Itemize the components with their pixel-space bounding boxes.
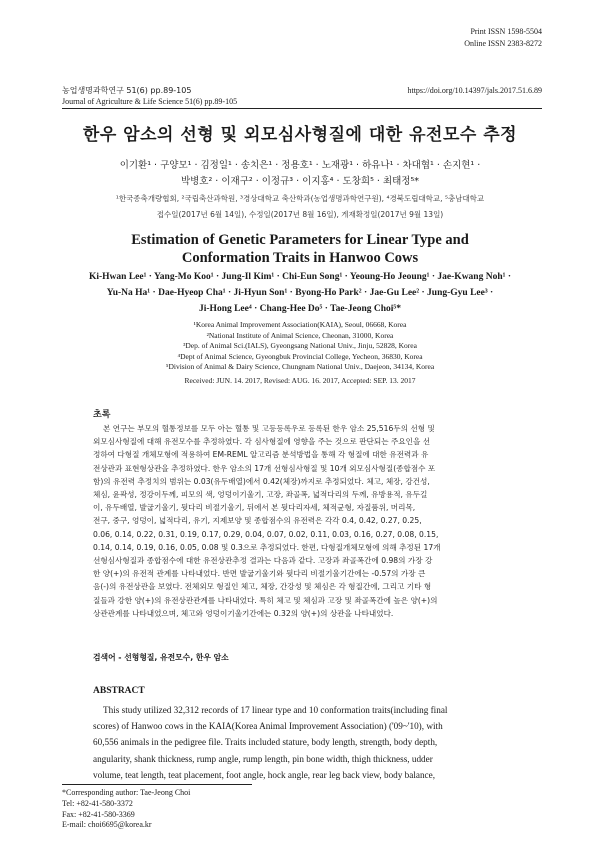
abstract-ko-line: 체심, 윤곽성, 정강이두께, 피모의 색, 엉덩이기울기, 고장, 좌골폭, 넓적다리의 두께, 유방용적, 유두길 xyxy=(93,490,428,500)
authors-english-line-3: Ji-Hong Lee⁴ · Chang-Hee Do⁵ · Tae-Jeong Choi⁵* xyxy=(199,304,401,314)
corresponding-author: *Corresponding author: Tae-Jeong Choi xyxy=(62,788,191,797)
abstract-ko-line: 외모심사형질에 대해 유전모수를 추정하였다. 각 심사형질에 영향을 주는 것으로 판단되는 주요인을 선 xyxy=(93,437,431,447)
issn-online: Online ISSN 2383-8272 xyxy=(464,39,542,48)
abstract-ko-line: 전상관과 표현형상관을 추정하였다. 한우 암소의 17개 선형심사형질 및 10개 외모심사형질(종합점수 포 xyxy=(93,463,436,473)
abstract-ko-line: 질들과 강한 양(+)의 유전상관관계를 나타내었다. 특히 체고 및 체심과 고장 및 좌골폭간에 높은 양(+)의 xyxy=(93,595,438,605)
abstract-ko-line: 함)의 유전력 추정치의 범위는 0.03(유두배열)에서 0.42(체장)까지로 추정되었다. 체고, 체장, 강건성, xyxy=(93,476,430,486)
abstract-ko-line: 전구, 중구, 엉덩이, 넓적다리, 유기, 지제보양 및 종합점수의 유전력은 각각 0.4, 0.42, 0.27, 0.25, xyxy=(93,516,422,526)
author-email[interactable]: E-mail: choi6695@korea.kr xyxy=(62,820,152,830)
keywords-korean: 검색어 - 선형형질, 유전모수, 한우 암소 xyxy=(93,653,229,662)
abstract-ko-line: 0.14, 0.14, 0.19, 0.16, 0.05, 0.08 및 0.3으로 추정되었다. 한편, 다형질개체모형에 의해 추정된 17개 xyxy=(93,542,441,552)
authors-english-line-2: Yu-Na Ha¹ · Dae-Hyeop Cha¹ · Ji-Hyun Son¹ · Byong-Ho Park² · Jae-Gu Lee² · Jung-Gyu Lee³ · xyxy=(106,288,494,298)
abstract-korean-heading: 초록 xyxy=(93,410,111,420)
abstract-en-line: scores) of Hanwoo cows in the KAIA(Korea Animal Improvement Association) ('09~'10), with xyxy=(93,721,443,732)
dates-korean: 접수일(2017년 6월 14일), 수정일(2017년 8월 16일), 게재확정일(2017년 9월 13일) xyxy=(156,210,444,219)
abstract-ko-line: 정하여 다형질 개체모형에 적용하여 EM-REML 알고리즘 분석방법을 통해 각 형질에 대한 유전력과 유 xyxy=(93,450,429,460)
authors-korean-line-1: 이기환¹ · 구양모¹ · 김정일¹ · 송치은¹ · 정용호¹ · 노재광¹ · 하유나¹ · 차대협¹ · 손지현¹ · xyxy=(119,160,481,171)
abstract-english-heading: ABSTRACT xyxy=(93,686,145,696)
abstract-en-line: 60,556 animals in the pedigree file. Traits included stature, body length, strength, body depth, xyxy=(93,737,438,748)
affiliation-5: ⁵Division of Animal & Dairy Science, Chungnam National Univ., Daejeon, 34134, Korea xyxy=(165,362,435,371)
affiliation-2: ²National Institute of Animal Science, Cheonan, 31000, Korea xyxy=(206,330,394,340)
author-tel: Tel: +82-41-580-3372 xyxy=(62,798,133,808)
title-korean: 한우 암소의 선형 및 외모심사형질에 대한 유전모수 추정 xyxy=(82,125,518,145)
doi-link[interactable]: https://doi.org/10.14397/jals.2017.51.6.89 xyxy=(407,86,542,95)
issn-print: Print ISSN 1598-5504 xyxy=(470,27,542,36)
footnote-rule xyxy=(62,784,252,785)
affiliation-3: ³Dep. of Animal Sci.(IALS), Gyeongsang National Univ., Jinju, 52828, Korea xyxy=(183,341,417,350)
footnote xyxy=(62,788,190,831)
abstract-ko-line: 한 양(+)의 유전적 관계를 나타내었다. 반면 발굽기울기와 뒷다리 비절기울기간에는 -0.57의 가장 큰 xyxy=(93,569,426,579)
abstract-ko-line: 상관관계를 나타내었으며, 체고와 엉덩이기울기간에는 0.32의 양(+)의 상관을 나타내었다. xyxy=(93,608,394,618)
abstract-ko-line: 선형심사형질과 종합점수에 대한 유전상관추정 결과는 다음과 같다. 고장과 좌골폭간에 0.98의 가장 강 xyxy=(93,556,433,566)
affiliation-4: ⁴Dept of Animal Science, Gyeongbuk Provincial College, Yecheon, 36830, Korea xyxy=(177,351,423,361)
authors-english-line-1: Ki-Hwan Lee¹ · Yang-Mo Koo¹ · Jung-Il Kim¹ · Chi-Eun Song¹ · Yeoung-Ho Jeoung¹ · Jae-Kwang Noh¹ · xyxy=(88,272,512,282)
title-english-line-2: Conformation Traits in Hanwoo Cows xyxy=(181,250,419,266)
abstract-en-line: volume, teat length, teat placement, foot angle, hock angle, rear leg back view, body balance, xyxy=(93,769,436,780)
abstract-english-body xyxy=(93,702,514,783)
dates-english: Received: JUN. 14. 2017, Revised: AUG. 16. 2017, Accepted: SEP. 13. 2017 xyxy=(184,376,416,385)
journal-citation-ko: 농업생명과학연구 51(6) pp.89-105 xyxy=(62,86,192,95)
authors-korean-line-2: 박병호² · 이재구² · 이정규³ · 이지홍⁴ · 도창희⁵ · 최태정⁵* xyxy=(180,176,420,187)
abstract-ko-line: 이, 유두배열, 발굽기울기, 뒷다리 비절기울기, 뒤에서 본 뒷다리자세, 체적균형, 자질품위, 머리목, xyxy=(93,503,416,513)
journal-citation-en: Journal of Agriculture & Life Science 51(6) pp.89-105 xyxy=(62,97,238,106)
affiliations-english xyxy=(40,320,560,373)
affiliations-korean: ¹한국종축개량협회, ²국립축산과학원, ³경상대학교 축산학과(농업생명과학연구원), ⁴경북도립대학교, ⁵충남대학교 xyxy=(115,194,485,203)
author-fax: Fax: +82-41-580-3369 xyxy=(62,809,135,819)
title-english-line-1: Estimation of Genetic Parameters for Linear Type and xyxy=(131,232,469,248)
abstract-ko-line: 0.06, 0.14, 0.22, 0.31, 0.19, 0.17, 0.29, 0.04, 0.07, 0.02, 0.11, 0.03, 0.16, 0.27, 0.08, 0.15, xyxy=(93,529,439,539)
abstract-ko-line: 음(-)의 유전상관을 보였다. 전체외모 형질인 체고, 체장, 간강성 및 체심은 각 형질간에, 그리고 기타 형 xyxy=(93,582,432,592)
abstract-korean-body xyxy=(93,422,513,620)
header-rule xyxy=(62,108,542,109)
abstract-en-line: This study utilized 32,312 records of 17 linear type and 10 conformation traits(including final xyxy=(103,705,448,715)
abstract-en-line: angularity, shank thickness, rump angle, rump length, pin bone width, thigh thickness, udder xyxy=(93,753,433,764)
abstract-ko-line: 본 연구는 부모의 혈통정보를 모두 아는 혈통 및 고등등록우로 등록된 한우 암소 25,516두의 선형 및 xyxy=(103,424,435,433)
affiliation-1: ¹Korea Animal Improvement Association(KAIA), Seoul, 06668, Korea xyxy=(193,320,407,329)
